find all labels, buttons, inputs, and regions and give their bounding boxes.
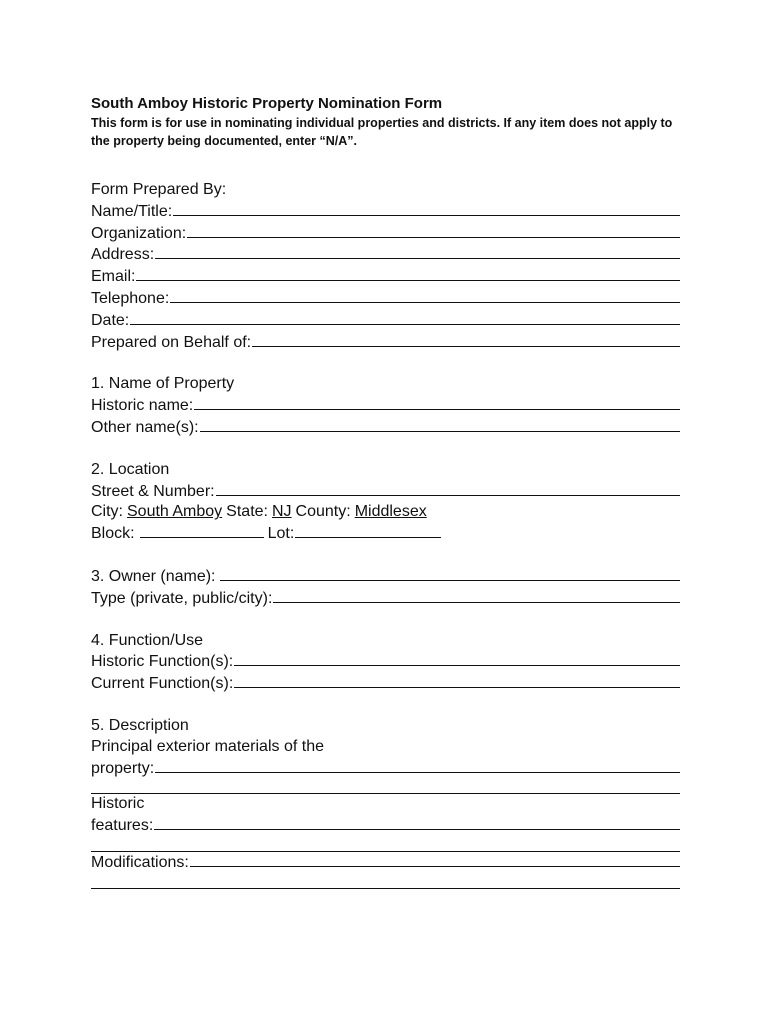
organization-field[interactable]	[91, 223, 680, 245]
other-names-blank[interactable]	[200, 417, 680, 432]
current-function-blank[interactable]	[234, 673, 680, 688]
email-blank[interactable]	[136, 266, 680, 281]
materials-blank[interactable]	[155, 758, 680, 773]
prepared-by-section	[91, 180, 691, 353]
city-value: South Amboy	[127, 503, 223, 521]
property-name-section	[91, 374, 691, 438]
function-heading: 4. Function/Use	[91, 631, 204, 649]
historic-function-field[interactable]	[91, 651, 680, 673]
materials-field[interactable]	[91, 758, 680, 780]
organization-label: Organization:	[91, 224, 187, 242]
street-number-field[interactable]	[91, 481, 680, 503]
organization-blank[interactable]	[187, 223, 680, 238]
materials-extra-blank[interactable]	[91, 779, 680, 794]
historic-features-blank[interactable]	[154, 815, 680, 830]
historic-function-blank[interactable]	[234, 651, 680, 666]
county-value: Middlesex	[354, 503, 427, 521]
description-section	[91, 716, 691, 889]
email-field[interactable]	[91, 266, 680, 288]
owner-name-field[interactable]	[91, 566, 680, 588]
property-name-heading: 1. Name of Property	[91, 375, 235, 393]
form-title: South Amboy Historic Property Nomination Form	[91, 95, 443, 112]
block-lot-line	[91, 523, 691, 545]
modifications-blank[interactable]	[190, 852, 680, 867]
other-names-label: Other name(s):	[91, 418, 199, 436]
historic-features-label-line2: features:	[91, 817, 154, 835]
lot-blank[interactable]	[295, 523, 441, 538]
lot-label: Lot:	[267, 525, 295, 543]
date-field[interactable]	[91, 310, 680, 332]
address-field[interactable]	[91, 244, 680, 266]
modifications-extra-blank[interactable]	[91, 874, 680, 889]
state-value: NJ	[271, 503, 292, 521]
owner-section	[91, 566, 691, 610]
current-function-field[interactable]	[91, 673, 680, 695]
city-label: City:	[91, 503, 123, 521]
behalf-label: Prepared on Behalf of:	[91, 333, 252, 351]
owner-type-field[interactable]	[91, 588, 680, 610]
telephone-blank[interactable]	[170, 288, 680, 303]
behalf-field[interactable]	[91, 332, 680, 354]
street-number-blank[interactable]	[216, 481, 680, 496]
location-section	[91, 460, 691, 545]
email-label: Email:	[91, 268, 136, 286]
street-number-label: Street & Number:	[91, 482, 215, 500]
description-heading: 5. Description	[91, 716, 189, 734]
historic-name-label: Historic name:	[91, 397, 194, 415]
location-heading: 2. Location	[91, 460, 170, 478]
date-blank[interactable]	[130, 310, 680, 325]
historic-name-field[interactable]	[91, 395, 680, 417]
modifications-extra-line[interactable]	[91, 874, 680, 889]
historic-features-label-line1: Historic	[91, 795, 145, 813]
behalf-blank[interactable]	[252, 332, 680, 347]
block-blank[interactable]	[140, 523, 264, 538]
other-names-field[interactable]	[91, 417, 680, 439]
address-blank[interactable]	[155, 244, 680, 259]
function-section	[91, 631, 691, 695]
materials-label-line1: Principal exterior materials of the	[91, 737, 324, 755]
materials-label-line2: property:	[91, 759, 155, 777]
prepared-by-heading: Form Prepared By:	[91, 181, 227, 198]
materials-extra-line[interactable]	[91, 779, 680, 794]
form-intro: This form is for use in nominating individual properties and districts. If any item does not apply to the property being documented, enter “N/A”.	[91, 116, 673, 148]
historic-features-extra-line[interactable]	[91, 837, 680, 852]
name-title-label: Name/Title:	[91, 202, 173, 220]
telephone-field[interactable]	[91, 288, 680, 310]
owner-type-label: Type (private, public/city):	[91, 589, 273, 607]
county-label: County:	[295, 503, 351, 521]
historic-function-label: Historic Function(s):	[91, 653, 234, 671]
owner-type-blank[interactable]	[273, 588, 680, 603]
modifications-label: Modifications:	[91, 853, 189, 871]
current-function-label: Current Function(s):	[91, 675, 234, 693]
name-title-field[interactable]	[91, 201, 680, 223]
block-label: Block:	[91, 525, 135, 543]
city-state-county-line	[91, 502, 691, 523]
historic-name-blank[interactable]	[194, 395, 680, 410]
modifications-field[interactable]	[91, 852, 680, 874]
telephone-label: Telephone:	[91, 289, 170, 307]
owner-name-label: 3. Owner (name):	[91, 567, 216, 585]
address-label: Address:	[91, 246, 155, 264]
historic-features-extra-blank[interactable]	[91, 837, 680, 852]
state-label: State:	[226, 503, 268, 521]
nomination-form	[91, 94, 691, 889]
date-label: Date:	[91, 311, 130, 329]
owner-name-blank[interactable]	[220, 566, 680, 581]
historic-features-field[interactable]	[91, 815, 680, 837]
name-title-blank[interactable]	[173, 201, 680, 216]
